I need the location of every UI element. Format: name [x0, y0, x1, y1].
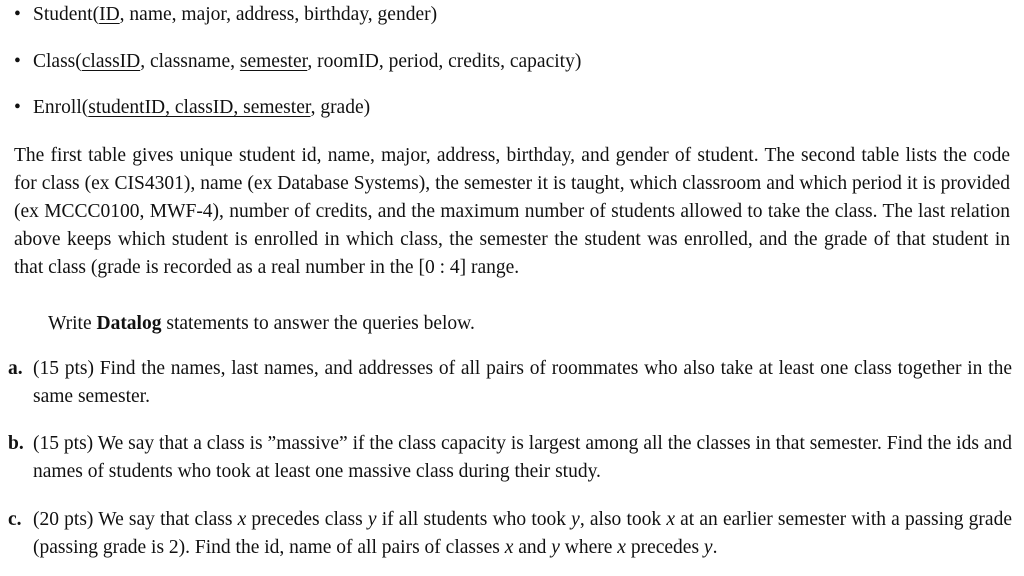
text-segment: (20 pts) We say that class	[33, 509, 238, 530]
math-variable: y	[367, 509, 377, 530]
description	[14, 142, 1010, 282]
math-variable: x	[617, 537, 626, 558]
text-segment: and	[513, 537, 552, 558]
math-variable: y	[551, 537, 560, 558]
schema-list	[14, 1, 1014, 141]
relation-attributes: , name, major, address, birthday, gender)	[119, 4, 438, 25]
question-label: b.	[8, 433, 24, 454]
schema-item-class	[14, 48, 1014, 95]
question-label: a.	[8, 358, 23, 379]
question-a	[8, 355, 1012, 411]
relation-prefix: Student(	[33, 4, 100, 25]
question-label: c.	[8, 509, 22, 530]
math-variable: y	[703, 537, 713, 558]
primary-key: classID	[81, 50, 141, 72]
text-segment: , also took	[579, 509, 667, 530]
text-segment: precedes	[625, 537, 704, 558]
text-segment: where	[559, 537, 618, 558]
relation-prefix: Enroll(	[33, 97, 89, 118]
primary-key: semester	[239, 50, 308, 72]
math-variable: x	[237, 509, 247, 530]
text-segment: precedes class	[246, 509, 368, 530]
question-text: (15 pts) Find the names, last names, and addresses of all pairs of roommates who also take at least one class together in the same semester.	[33, 358, 1012, 407]
bullet-icon: •	[14, 50, 21, 72]
math-variable: x	[504, 537, 514, 558]
primary-key: ID	[99, 4, 120, 25]
question-c	[8, 506, 1012, 562]
question-b	[8, 430, 1012, 486]
description-paragraph: The first table gives unique student id, name, major, address, birthday, and gender of student. The second table lists the code for class (ex CIS4301), name (ex Database Systems), the semester it is taught, which classroom and which period it is provided (ex MCCC0100, MWF-4), number of credits, and the maximum number of students allowed to take the class. The last relation above keeps which student is enrolled in which class, the semester the student was enrolled, and the grade of that student in that class (grade is recorded as a real number in the [0 : 4] range.	[14, 145, 1010, 278]
schema-item-student	[14, 1, 1014, 48]
instruction-keyword: Datalog	[96, 313, 162, 334]
math-variable: x	[666, 509, 675, 530]
relation-attributes: , classname,	[140, 50, 240, 72]
schema-item-enroll	[14, 94, 1014, 141]
relation-attributes: , roomID, period, credits, capacity)	[307, 50, 582, 72]
relation-attributes: , grade)	[310, 97, 371, 118]
instruction	[48, 310, 1008, 338]
relation-prefix: Class(	[33, 50, 82, 72]
math-variable: y	[571, 509, 580, 530]
bullet-icon: •	[14, 97, 21, 118]
text-segment: if all students who took	[376, 509, 572, 530]
bullet-icon: •	[14, 4, 21, 25]
text-segment: .	[712, 537, 718, 558]
text-segment: at an earlier semester with a passing grade (passing grade is 2). Find the id, name of all pairs of classes	[33, 509, 1012, 558]
instruction-suffix: statements to answer the queries below.	[161, 313, 475, 334]
question-text: (15 pts) We say that a class is ”massive” if the class capacity is largest among all the classes in that semester. Find the ids and names of students who took at least one massive class during their study.	[33, 433, 1012, 482]
primary-key: studentID, classID, semester	[88, 97, 311, 118]
instruction-prefix: Write	[48, 313, 97, 334]
question-text	[33, 506, 1012, 562]
